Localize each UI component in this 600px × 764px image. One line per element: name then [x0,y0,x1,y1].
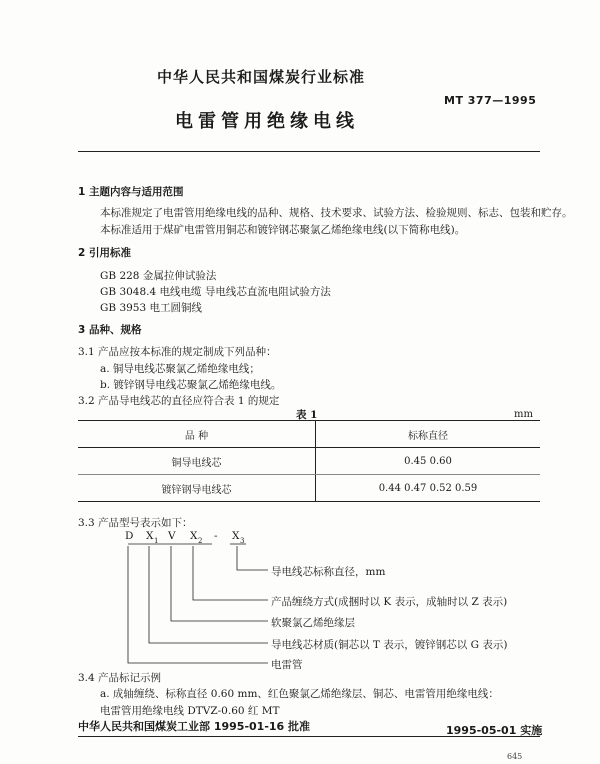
code-dash: - [214,530,218,542]
leader-line-insulation [171,546,268,621]
code-letter-x3: X [232,530,240,542]
table-header-diameter: 标称直径 [316,421,541,448]
reference-item: GB 228 金属拉伸试验法 [100,270,217,282]
approval-date: 中华人民共和国煤炭工业部 1995-01-16 批准 [78,720,311,733]
section-1-para-2: 本标准适用于煤矿电雷管用铜芯和镀锌钢芯聚氯乙烯绝缘电线(以下简称电线)。 [100,224,466,236]
variety-item-a: a. 铜导电线芯聚氯乙烯绝缘电线； [100,363,260,375]
table-cell-variety: 铜导电线芯 [78,448,316,475]
section-1-para-1: 本标准规定了电雷管用绝缘电线的品种、规格、技术要求、试验方法、检验规则、标志、包装和贮存。 [100,207,573,219]
leader-line-winding [193,546,268,600]
code-label-insulation: 软聚氯乙烯绝缘层 [271,617,355,629]
table-cell-diameter: 0.44 0.47 0.52 0.59 [316,475,541,502]
standard-code: MT 377—1995 [444,94,537,107]
leader-line-diameter [237,546,268,570]
code-letter-x2: X [190,530,198,542]
table-cell-diameter: 0.45 0.60 [316,448,541,475]
table-header-variety: 品 种 [78,421,316,448]
code-label-material: 导电线芯材质(铜芯以 T 表示，镀锌钢芯以 G 表示) [271,639,508,651]
document-title: 电雷管用绝缘电线 [175,111,359,132]
example-marking: 电雷管用绝缘电线 DTVZ-0.60 红 MT [100,705,280,717]
clause-3-2: 3.2 产品导电线芯的直径应符合表 1 的规定 [78,395,280,407]
reference-item: GB 3953 电工圆铜线 [100,302,203,314]
issuing-body: 中华人民共和国煤炭行业标准 [157,68,366,86]
code-label-detonator: 电雷管 [271,659,303,671]
code-label-diameter: 导电线芯标称直径，mm [271,566,386,578]
code-sub-2: 2 [198,537,203,545]
section-2-heading: 2 引用标准 [78,247,131,259]
code-sub-3: 3 [240,537,245,545]
leader-line-material [149,546,268,643]
clause-3-3: 3.3 产品型号表示如下： [78,517,193,529]
variety-item-b: b. 镀锌钢导电线芯聚氯乙烯绝缘电线。 [100,379,282,391]
implementation-date: 1995-05-01 实施 [446,724,543,737]
reference-item: GB 3048.4 电线电缆 导电线芯直流电阻试验方法 [100,286,331,298]
table-caption: 表 1 [296,409,318,421]
example-a: a. 成轴缠绕、标称直径 0.60 mm、红色聚氯乙烯绝缘层、铜芯、电雷管用绝缘电线： [100,688,499,700]
code-sub-1: 1 [154,537,159,545]
code-letter-v: V [168,530,176,542]
clause-3-1: 3.1 产品应按本标准的规定制成下列品种： [78,346,277,358]
code-label-winding: 产品缠绕方式(成捆时以 K 表示，成轴时以 Z 表示) [271,596,508,608]
table-unit: mm [514,409,533,420]
code-letter-d: D [125,530,134,542]
section-3-heading: 3 品种、规格 [78,324,142,336]
page-number: 645 [507,752,523,761]
section-1-heading: 1 主题内容与适用范围 [78,186,184,198]
code-letter-x1: X [146,530,154,542]
clause-3-4: 3.4 产品标记示例 [78,672,162,684]
footer-rule [78,736,540,737]
table-cell-variety: 镀锌钢导电线芯 [78,475,316,502]
